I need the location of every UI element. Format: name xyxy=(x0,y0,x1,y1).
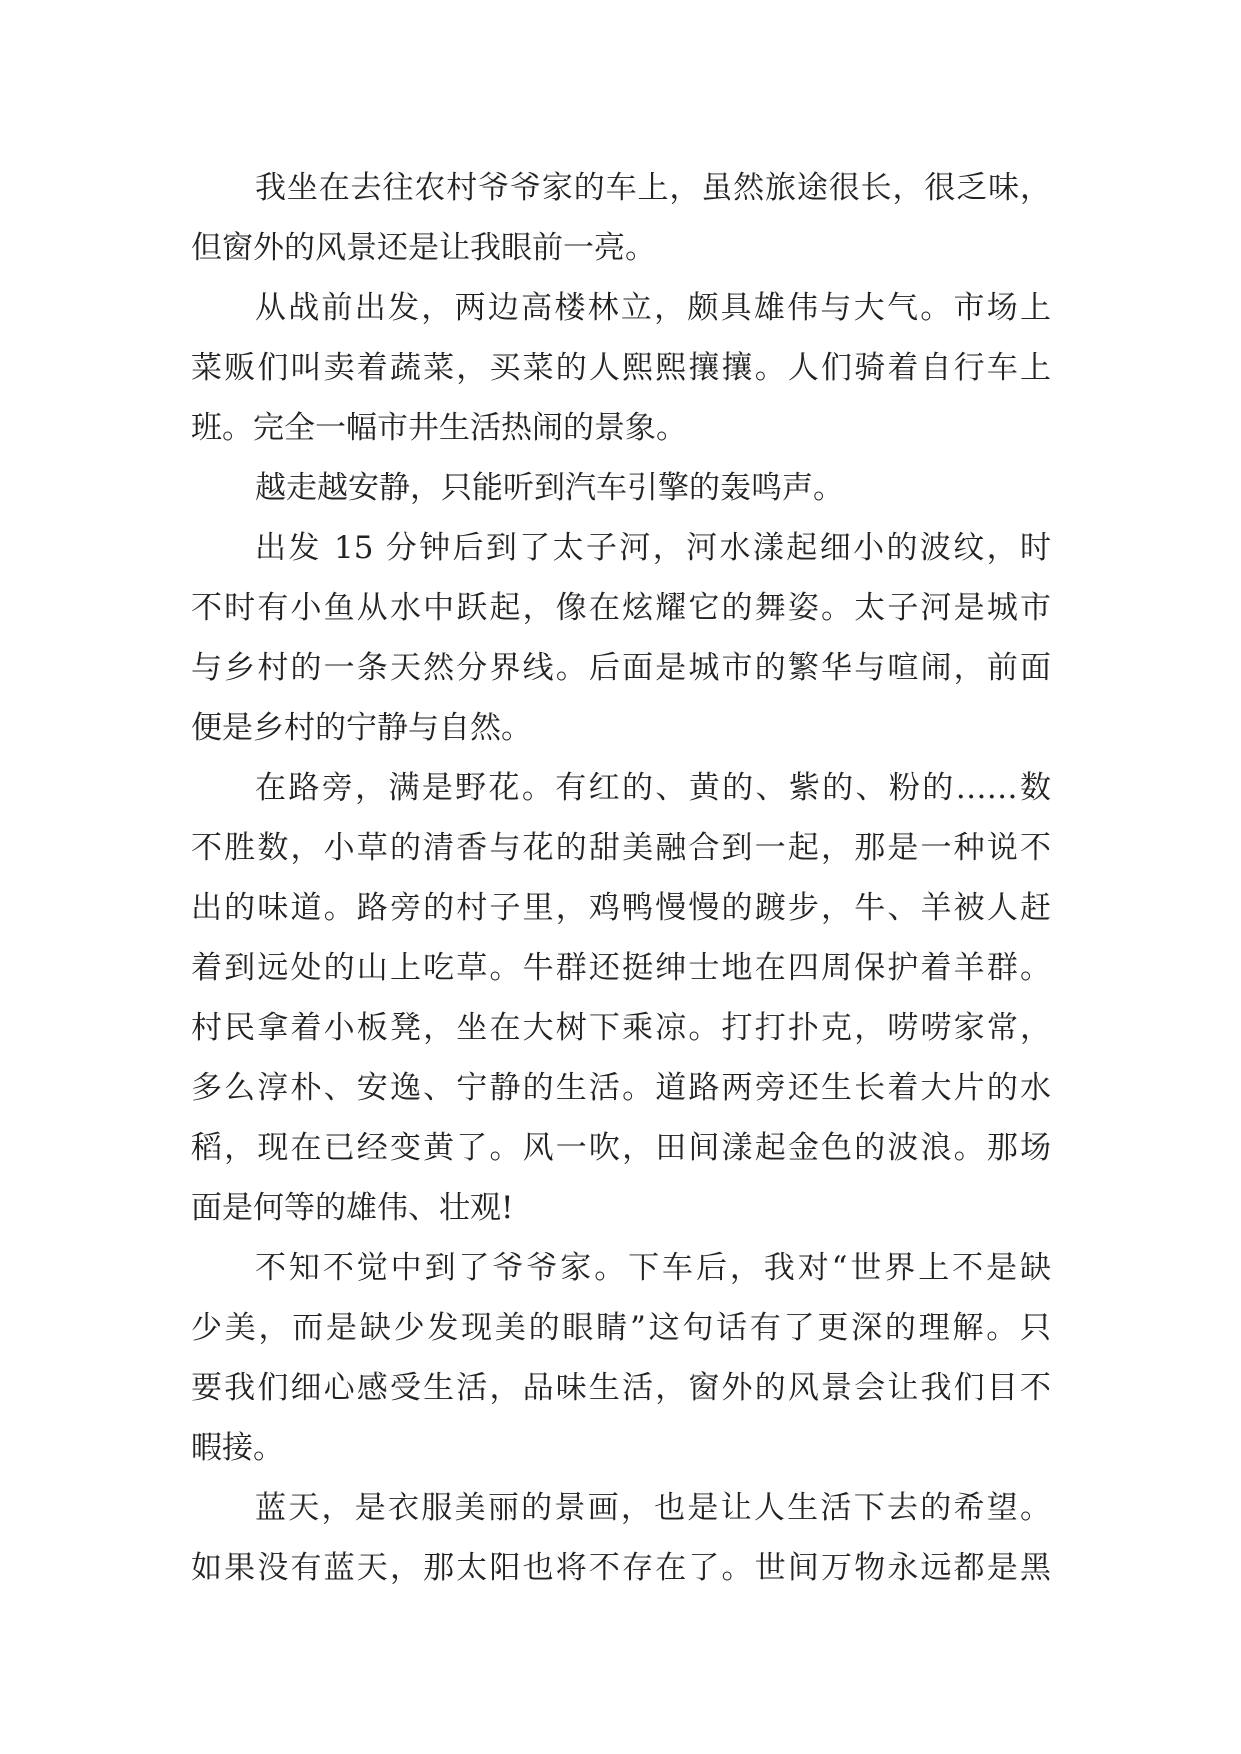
essay-body xyxy=(191,158,1051,1598)
text-line: 少美，而是缺少发现美的眼睛”这句话有了更深的理解。只 xyxy=(191,1310,1051,1346)
text-line: 与乡村的一条天然分界线。后面是城市的繁华与喧闹，前面 xyxy=(191,650,1051,686)
text-line: 班。完全一幅市井生活热闹的景象。 xyxy=(191,410,687,446)
text-line: 要我们细心感受生活，品味生活，窗外的风景会让我们目不 xyxy=(191,1370,1051,1406)
text-line: 面是何等的雄伟、壮观! xyxy=(191,1190,514,1226)
text-line: 着到远处的山上吃草。牛群还挺绅士地在四周保护着羊群。 xyxy=(191,950,1051,986)
text-line: 村民拿着小板凳，坐在大树下乘凉。打打扑克，唠唠家常， xyxy=(191,1010,1051,1046)
text-line: 便是乡村的宁静与自然。 xyxy=(191,710,532,746)
text-line: 不时有小鱼从水中跃起，像在炫耀它的舞姿。太子河是城市 xyxy=(191,590,1051,626)
text-line: 如果没有蓝天，那太阳也将不存在了。世间万物永远都是黑 xyxy=(191,1550,1051,1586)
text-line: 蓝天，是衣服美丽的景画，也是让人生活下去的希望。 xyxy=(255,1490,1051,1526)
text-line: 越走越安静，只能听到汽车引擎的轰鸣声。 xyxy=(255,470,844,506)
paragraph xyxy=(191,278,1051,458)
text-line: 我坐在去往农村爷爷家的车上，虽然旅途很长，很乏味， xyxy=(255,170,1051,206)
paragraph xyxy=(191,158,1051,278)
text-line: 出发 15 分钟后到了太子河，河水漾起细小的波纹，时 xyxy=(255,530,1051,566)
text-line: 从战前出发，两边高楼林立，颇具雄伟与大气。市场上 xyxy=(255,290,1051,326)
text-line: 不胜数，小草的清香与花的甜美融合到一起，那是一种说不 xyxy=(191,830,1051,866)
text-line: 暇接。 xyxy=(191,1430,284,1466)
text-line: 但窗外的风景还是让我眼前一亮。 xyxy=(191,230,656,266)
paragraph xyxy=(191,1478,1051,1598)
text-line: 在路旁，满是野花。有红的、黄的、紫的、粉的……数 xyxy=(255,770,1051,806)
text-line: 出的味道。路旁的村子里，鸡鸭慢慢的踱步，牛、羊被人赶 xyxy=(191,890,1051,926)
paragraph xyxy=(191,458,1051,518)
text-line: 不知不觉中到了爷爷家。下车后，我对“世界上不是缺 xyxy=(255,1250,1051,1286)
text-line: 稻，现在已经变黄了。风一吹，田间漾起金色的波浪。那场 xyxy=(191,1130,1051,1166)
text-line: 菜贩们叫卖着蔬菜，买菜的人熙熙攘攘。人们骑着自行车上 xyxy=(191,350,1051,386)
paragraph xyxy=(191,518,1051,758)
text-line: 多么淳朴、安逸、宁静的生活。道路两旁还生长着大片的水 xyxy=(191,1070,1051,1106)
paragraph xyxy=(191,758,1051,1238)
paragraph xyxy=(191,1238,1051,1478)
